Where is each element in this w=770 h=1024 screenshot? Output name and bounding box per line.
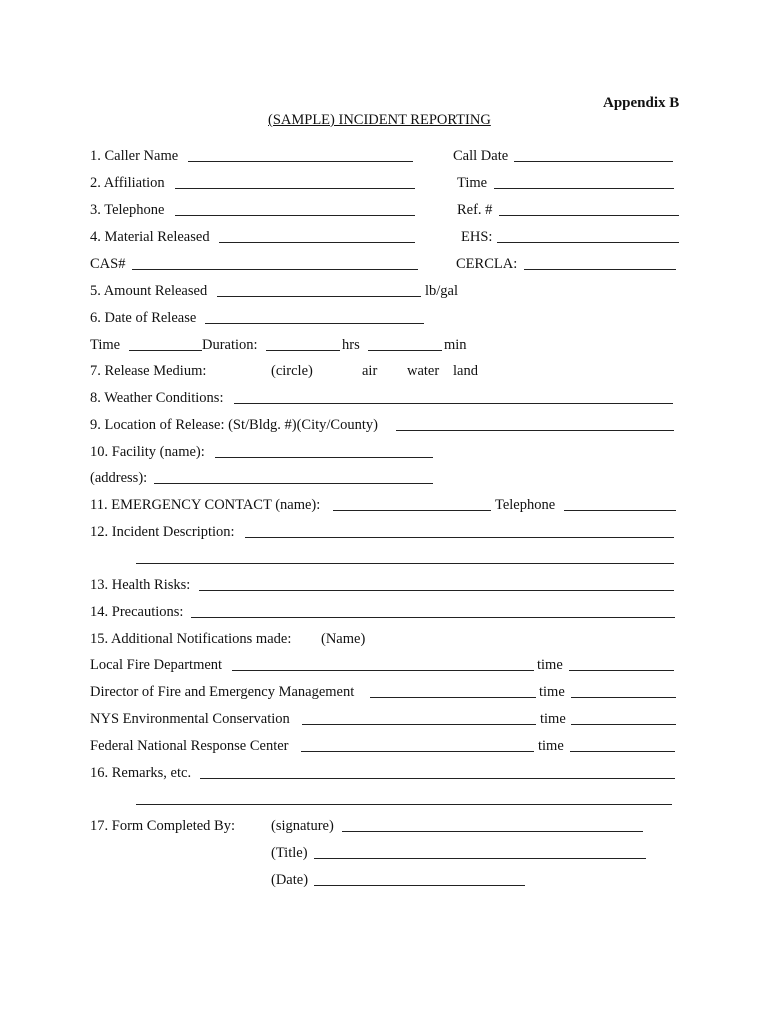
ref-field[interactable] xyxy=(499,215,679,216)
time-label: Time xyxy=(457,175,488,191)
form-title: (SAMPLE) INCIDENT REPORTING xyxy=(268,112,491,128)
cas-field[interactable] xyxy=(132,269,418,270)
remarks-label: 16. Remarks, etc. xyxy=(90,765,192,781)
date-field[interactable] xyxy=(314,885,525,886)
director-fire-name-field[interactable] xyxy=(370,697,536,698)
facility-address-field[interactable] xyxy=(154,483,433,484)
remarks-field-2[interactable] xyxy=(136,804,672,805)
completed-by-label: 17. Form Completed By: xyxy=(90,818,235,834)
hrs-label: hrs xyxy=(342,337,360,353)
material-released-label: 4. Material Released xyxy=(90,229,210,245)
amount-released-field[interactable] xyxy=(217,296,421,297)
nys-env-label: NYS Environmental Conservation xyxy=(90,711,290,727)
emergency-telephone-label: Telephone xyxy=(495,497,556,513)
duration-label: Duration: xyxy=(202,337,258,353)
health-risks-label: 13. Health Risks: xyxy=(90,577,191,593)
affiliation-label: 2. Affiliation xyxy=(90,175,165,191)
amount-released-label: 5. Amount Released xyxy=(90,283,208,299)
facility-name-label: 10. Facility (name): xyxy=(90,444,205,460)
min-label: min xyxy=(444,337,467,353)
ehs-field[interactable] xyxy=(497,242,679,243)
federal-time-label: time xyxy=(538,738,564,754)
nys-env-time-label: time xyxy=(540,711,566,727)
local-fire-time-field[interactable] xyxy=(569,670,674,671)
time-field[interactable] xyxy=(494,188,674,189)
material-released-field[interactable] xyxy=(219,242,415,243)
incident-description-label: 12. Incident Description: xyxy=(90,524,235,540)
emergency-telephone-field[interactable] xyxy=(564,510,676,511)
weather-field[interactable] xyxy=(234,403,673,404)
health-risks-field[interactable] xyxy=(199,590,674,591)
medium-land-option[interactable]: land xyxy=(453,363,478,379)
incident-description-field[interactable] xyxy=(245,537,674,538)
caller-name-label: 1. Caller Name xyxy=(90,148,179,164)
local-fire-time-label: time xyxy=(537,657,563,673)
emergency-contact-field[interactable] xyxy=(333,510,491,511)
location-field[interactable] xyxy=(396,430,674,431)
telephone-field[interactable] xyxy=(175,215,415,216)
location-label: 9. Location of Release: (St/Bldg. #)(City/County) xyxy=(90,417,378,433)
emergency-contact-label: 11. EMERGENCY CONTACT (name): xyxy=(90,497,321,513)
ehs-label: EHS: xyxy=(461,229,493,245)
incident-description-field-2[interactable] xyxy=(136,563,674,564)
call-date-field[interactable] xyxy=(514,161,673,162)
cercla-label: CERCLA: xyxy=(456,256,518,272)
director-fire-time-label: time xyxy=(539,684,565,700)
ref-label: Ref. # xyxy=(457,202,493,218)
appendix-label: Appendix B xyxy=(603,95,680,111)
duration-min-field[interactable] xyxy=(368,350,442,351)
medium-air-option[interactable]: air xyxy=(362,363,378,379)
precautions-field[interactable] xyxy=(191,617,675,618)
federal-name-field[interactable] xyxy=(301,751,534,752)
local-fire-name-field[interactable] xyxy=(232,670,534,671)
director-fire-time-field[interactable] xyxy=(571,697,676,698)
federal-label: Federal National Response Center xyxy=(90,738,289,754)
cas-label: CAS# xyxy=(90,256,126,272)
caller-name-field[interactable] xyxy=(188,161,413,162)
date-of-release-field[interactable] xyxy=(205,323,424,324)
precautions-label: 14. Precautions: xyxy=(90,604,184,620)
telephone-label: 3. Telephone xyxy=(90,202,165,218)
circle-label: (circle) xyxy=(271,363,313,379)
release-medium-label: 7. Release Medium: xyxy=(90,363,207,379)
affiliation-field[interactable] xyxy=(175,188,415,189)
title-field-label: (Title) xyxy=(271,845,308,861)
weather-label: 8. Weather Conditions: xyxy=(90,390,224,406)
signature-field[interactable] xyxy=(342,831,643,832)
name-column-label: (Name) xyxy=(321,631,366,647)
duration-hrs-field[interactable] xyxy=(266,350,340,351)
date-of-release-label: 6. Date of Release xyxy=(90,310,197,326)
date-field-label: (Date) xyxy=(271,872,309,888)
federal-time-field[interactable] xyxy=(570,751,675,752)
additional-notifications-label: 15. Additional Notifications made: xyxy=(90,631,292,647)
title-field[interactable] xyxy=(314,858,646,859)
remarks-field[interactable] xyxy=(200,778,675,779)
nys-env-time-field[interactable] xyxy=(571,724,676,725)
facility-address-label: (address): xyxy=(90,470,148,486)
nys-env-name-field[interactable] xyxy=(302,724,536,725)
call-date-label: Call Date xyxy=(453,148,509,164)
director-fire-label: Director of Fire and Emergency Management xyxy=(90,684,355,700)
signature-label: (signature) xyxy=(271,818,334,834)
medium-water-option[interactable]: water xyxy=(407,363,440,379)
release-time-label: Time xyxy=(90,337,121,353)
cercla-field[interactable] xyxy=(524,269,676,270)
local-fire-label: Local Fire Department xyxy=(90,657,223,673)
release-time-field[interactable] xyxy=(129,350,202,351)
amount-unit-label: lb/gal xyxy=(425,283,459,299)
facility-name-field[interactable] xyxy=(215,457,433,458)
